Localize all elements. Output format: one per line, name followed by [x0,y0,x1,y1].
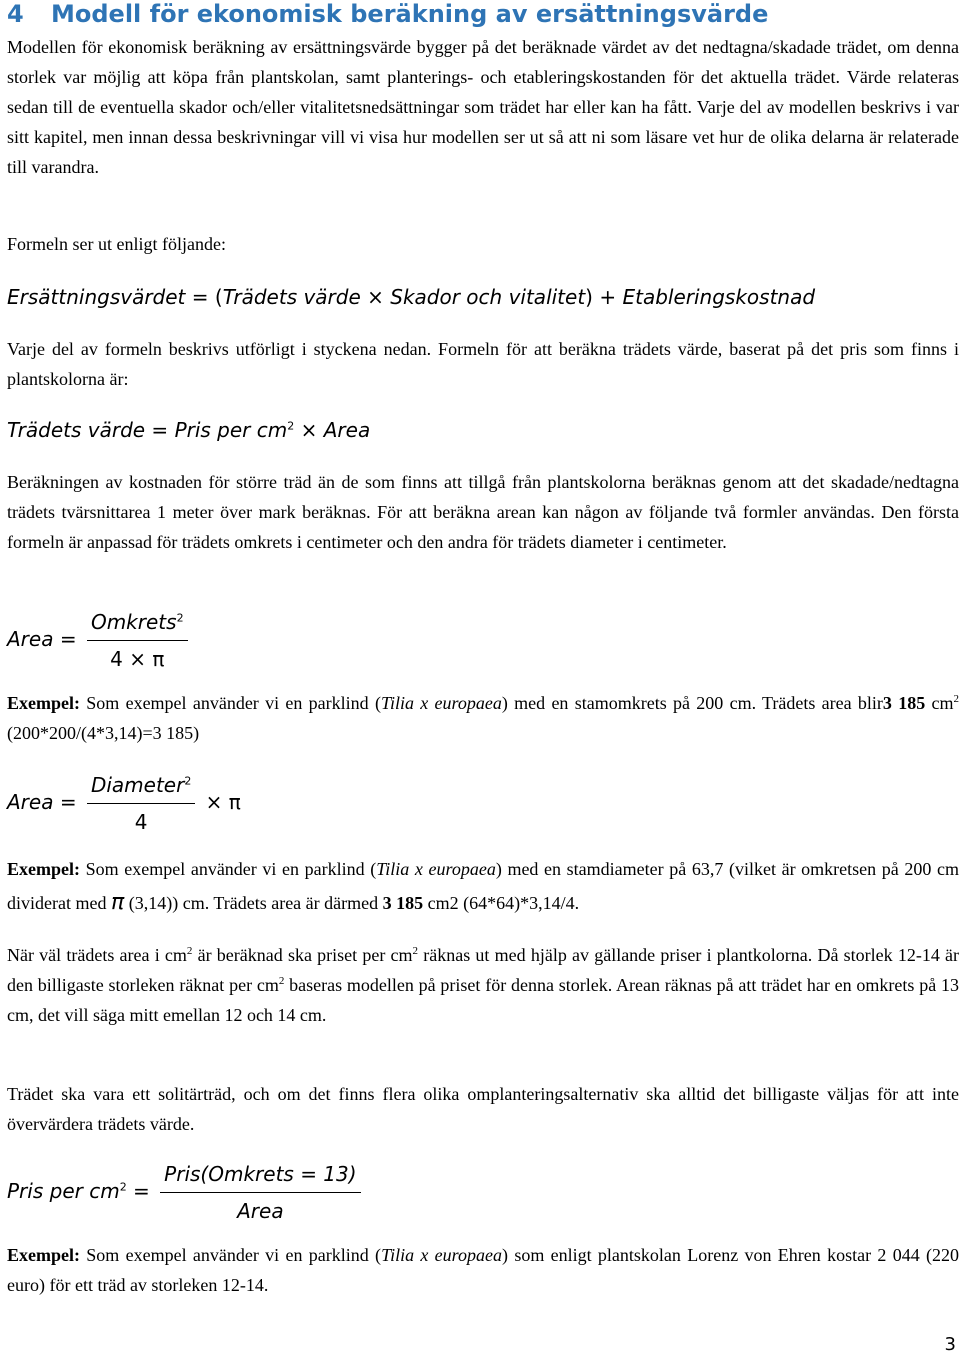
area-diameter-formula: Area = $\frac{Diameter^2}{4}$ × π [7,773,241,834]
pi-symbol: π [110,890,125,915]
example-price: Exempel: Som exempel använder vi en parklind (Tilia x europaea) som enligt plantskolan Lorenz von Ehren kostar 2 044 (220 euro) för ett träd av storleken 12-14. [7,1245,959,1295]
main-formula: Ersättningsvärdet = (Trädets värde × Skador och vitalitet) + Etableringskostnad [7,285,816,309]
species-name: Tilia x europaea [380,693,502,713]
example-diameter: Exempel: Som exempel använder vi en parklind (Tilia x europaea) med en stamdiameter på 63,7 (vilket är omkretsen på 200 cm dividerat med π (3,14)) cm. Trädets area är därmed 3 185 cm2 (64*64)*3,14/4. [7,859,960,915]
formula-description-paragraph: Varje del av formeln beskrivs utförligt i styckena nedan. Formeln för att beräkna trädets värde, baserat på det pris som finns i plantskolorna är: [7,339,959,389]
example-label: Exempel: [7,693,80,713]
formula-term-establishment: Etableringskostnad [622,285,816,309]
price-per-cm-paragraph: När väl trädets area i $cm^2$ är beräknad ska priset per $cm^2$ räknas ut med hjälp av gällande priser i plantkolorna. Då storlek 12-14 är den billigaste storleken räknat per $cm^2$ baseras modellen på priset för denna storlek. Arean räknas på att trädet har en omkrets på 13 cm, det vill säga mitt emellan 12 och 14 cm. [7,945,960,1025]
example-label: Exempel: [7,1245,80,1265]
section-number: 4 [7,0,24,28]
section-title: Modell för ekonomisk beräkning av ersättningsvärde [51,0,769,28]
solitary-tree-paragraph: Trädet ska vara ett solitärträd, och om det finns flera olika omplanteringsalternativ ska alltid det billigaste väljas för att inte övervärdera trädets värde. [7,1084,959,1134]
page-number: 3 [944,1334,956,1355]
fraction: $\frac{\text{Pris(Omkrets = 13)}}{\text{Area}}$ [160,1160,360,1225]
section-heading [7,0,768,28]
intro-paragraph: Modellen för ekonomisk beräkning av ersättningsvärde bygger på det beräknade värdet av det nedtagna/skadade trädet, om denna storlek var möjlig att köpa från plantskolan, samt planterings- och etableringskostanden för det aktuella trädet. Värde relateras sedan till de eventuella skador och/eller vitalitetsnedsättningar som trädet har eller kan ha fått. Varje del av modellen beskrivs i var sitt kapitel, men innan dessa beskrivningar vill vi visa hur modellen ser ut så att ni som läsare vet hur de olika delarna är relaterade till varandra. [7,37,959,177]
area-circumference-formula: Area = $\frac{Omkrets^2}{4 \times \pi}$ [7,608,192,673]
formula-term-damage: Skador och vitalitet [390,285,586,309]
example-circumference: Exempel: Som exempel använder vi en parklind (Tilia x europaea) med en stamomkrets på 200 cm. Trädets area blir3 185 $cm^2$ (200*200/(4*3,14)=3 185) [7,693,960,743]
fraction: $\frac{Diameter^2}{4}$ [87,771,195,836]
area-calculation-paragraph: Beräkningen av kostnaden för större träd än de som finns att tillgå från plantskolorna beräknas genom att det skadade/nedtagna trädets tvärsnittarea 1 meter över mark beräknas. För att beräkna arean kan någon av följande två formler användas. Den första formeln är anpassad för trädets omkrets i centimeter och den andra för trädets diameter i centimeter. [7,472,959,552]
example-label: Exempel: [7,859,80,879]
formula-intro-paragraph: Formeln ser ut enligt följande: [7,234,226,254]
formula-lhs: Ersättningsvärdet [7,285,186,309]
price-per-cm-formula: Pris per $cm^2$ = $\frac{\text{Pris(Omkrets = 13)}}{\text{Area}}$ [7,1160,365,1225]
tree-value-formula: Trädets värde = Pris per $cm^2$ × Area [7,418,371,442]
species-name: Tilia x europaea [376,859,496,879]
fraction: $\frac{Omkrets^2}{4 \times \pi}$ [87,608,188,673]
species-name: Tilia x europaea [381,1245,503,1265]
formula-term-value: Trädets värde [222,285,361,309]
